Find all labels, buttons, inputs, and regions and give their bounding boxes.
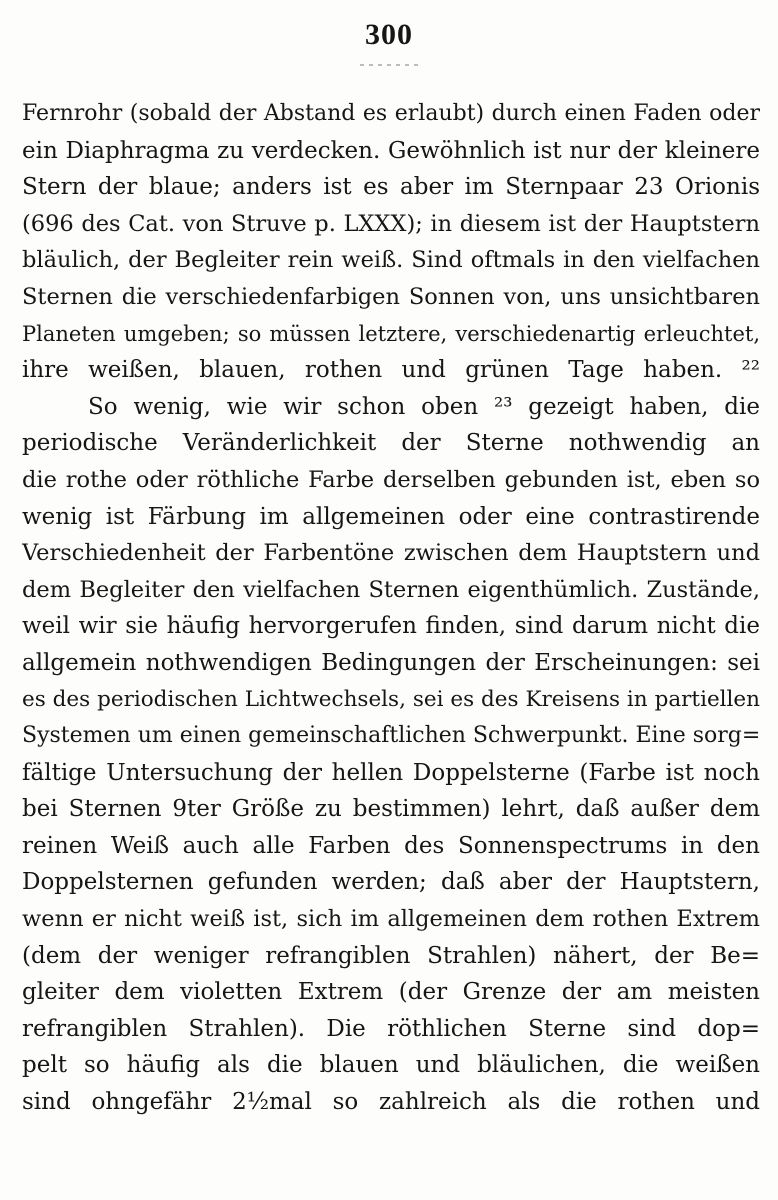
text-line: wenn er nicht weiß ist, sich im allgemeinen dem rothen Extrem [22, 906, 760, 933]
text-line: es des periodischen Lichtwechsels, sei es des Kreisens in partiellen [22, 686, 760, 712]
text-line: bei Sternen 9ter Größe zu bestimmen) lehrt, daß außer dem [22, 796, 760, 823]
header-ornament [360, 64, 420, 66]
text-line: pelt so häufig als die blauen und bläulichen, die weißen [22, 1052, 760, 1079]
text-line: (dem der weniger refrangiblen Strahlen) nähert, der Be= [22, 942, 760, 969]
text-line: dem Begleiter den vielfachen Sternen eigenthümlich. Zustände, [22, 576, 760, 603]
text-line: fältige Untersuchung der hellen Doppelsterne (Farbe ist noch [22, 759, 760, 786]
text-line: die rothe oder röthliche Farbe derselben gebunden ist, eben so [22, 466, 760, 493]
page-number: 300 [365, 18, 413, 51]
text-line: Fernrohr (sobald der Abstand es erlaubt) durch einen Faden oder [22, 101, 760, 126]
text-line: sind ohngefähr 2½mal so zahlreich als die rothen und [22, 1089, 760, 1116]
body-text [22, 96, 760, 1121]
text-line-paragraph-start: So wenig, wie wir schon oben ²³ gezeigt haben, die [88, 393, 760, 420]
text-line: ihre weißen, blauen, rothen und grünen Tage haben. ²² [22, 357, 760, 384]
text-line: weil wir sie häufig hervorgerufen finden, sind darum nicht die [22, 613, 760, 640]
text-line: Systemen um einen gemeinschaftlichen Schwerpunkt. Eine sorg= [22, 723, 760, 749]
text-line: bläulich, der Begleiter rein weiß. Sind oftmals in den vielfachen [22, 247, 760, 274]
text-line: gleiter dem violetten Extrem (der Grenze der am meisten [22, 979, 760, 1006]
text-line: periodische Veränderlichkeit der Sterne nothwendig an [22, 430, 760, 457]
text-line: Doppelsternen gefunden werden; daß aber der Hauptstern, [22, 869, 760, 896]
text-line: allgemein nothwendigen Bedingungen der Erscheinungen: sei [22, 649, 760, 676]
text-line: refrangiblen Strahlen). Die röthlichen Sterne sind dop= [22, 1015, 760, 1042]
text-line: reinen Weiß auch alle Farben des Sonnenspectrums in den [22, 832, 760, 859]
text-line: Verschiedenheit der Farbentöne zwischen dem Hauptstern und [22, 540, 760, 567]
text-line: Stern der blaue; anders ist es aber im Sternpaar 23 Orionis [22, 174, 760, 201]
text-line: wenig ist Färbung im allgemeinen oder eine contrastirende [22, 503, 760, 530]
text-line: Sternen die verschiedenfarbigen Sonnen von, uns unsichtbaren [22, 283, 760, 310]
text-line: ein Diaphragma zu verdecken. Gewöhnlich ist nur der kleinere [22, 137, 760, 164]
text-line: (696 des Cat. von Struve p. LXXX); in diesem ist der Hauptstern [22, 210, 760, 237]
text-line: Planeten umgeben; so müssen letztere, verschiedenartig erleuchtet, [22, 321, 760, 346]
